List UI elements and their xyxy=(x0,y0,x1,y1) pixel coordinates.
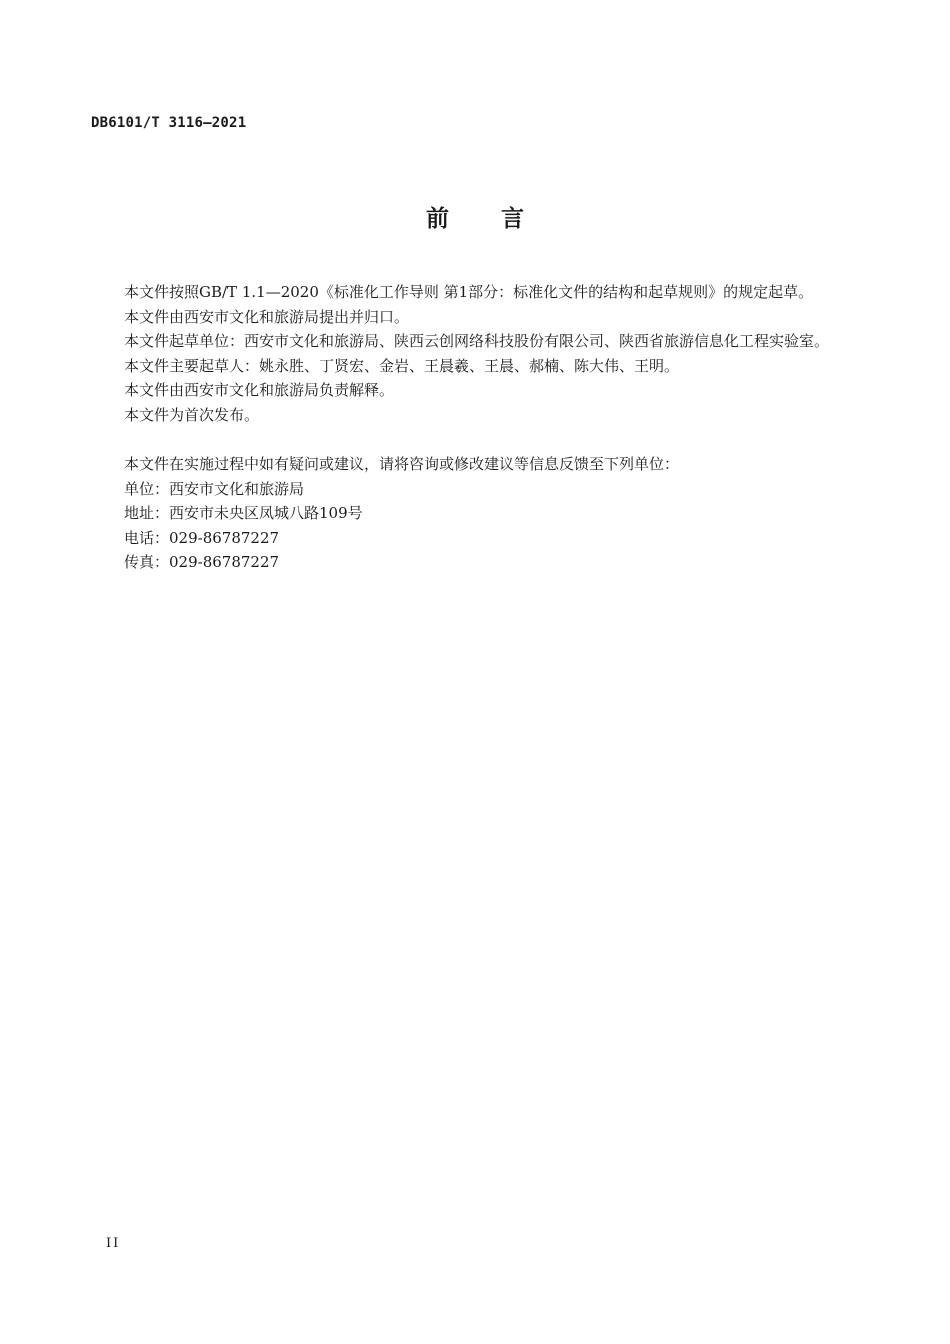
feedback-address: 地址：西安市未央区凤城八路109号 xyxy=(124,504,363,522)
page-number: II xyxy=(106,1236,121,1251)
feedback-unit: 单位：西安市文化和旅游局 xyxy=(124,479,305,498)
paragraph-drafting-rules: 本文件按照GB/T 1.1—2020《标准化工作导则 第1部分：标准化文件的结构和起草规则》的规定起草。 xyxy=(124,283,814,301)
foreword-body xyxy=(91,280,841,575)
paragraph-drafters: 本文件主要起草人：姚永胜、丁贤宏、金岩、王晨羲、王晨、郝楠、陈大伟、王明。 xyxy=(124,356,680,375)
feedback-intro: 本文件在实施过程中如有疑问或建议，请将咨询或修改建议等信息反馈至下列单位： xyxy=(124,455,680,473)
document-code: DB6101/T 3116—2021 xyxy=(91,115,247,131)
feedback-phone: 电话：029-86787227 xyxy=(124,528,280,547)
paragraph-first-release: 本文件为首次发布。 xyxy=(124,405,260,424)
page-title: 前言 xyxy=(426,206,576,232)
paragraph-interpretation: 本文件由西安市文化和旅游局负责解释。 xyxy=(124,381,395,399)
paragraph-spacer xyxy=(91,427,841,452)
paragraph-proposer: 本文件由西安市文化和旅游局提出并归口。 xyxy=(124,307,410,326)
paragraph-drafting-units: 本文件起草单位：西安市文化和旅游局、陕西云创网络科技股份有限公司、陕西省旅游信息化工程实验室。 xyxy=(124,332,830,350)
feedback-fax: 传真：029-86787227 xyxy=(124,553,280,571)
